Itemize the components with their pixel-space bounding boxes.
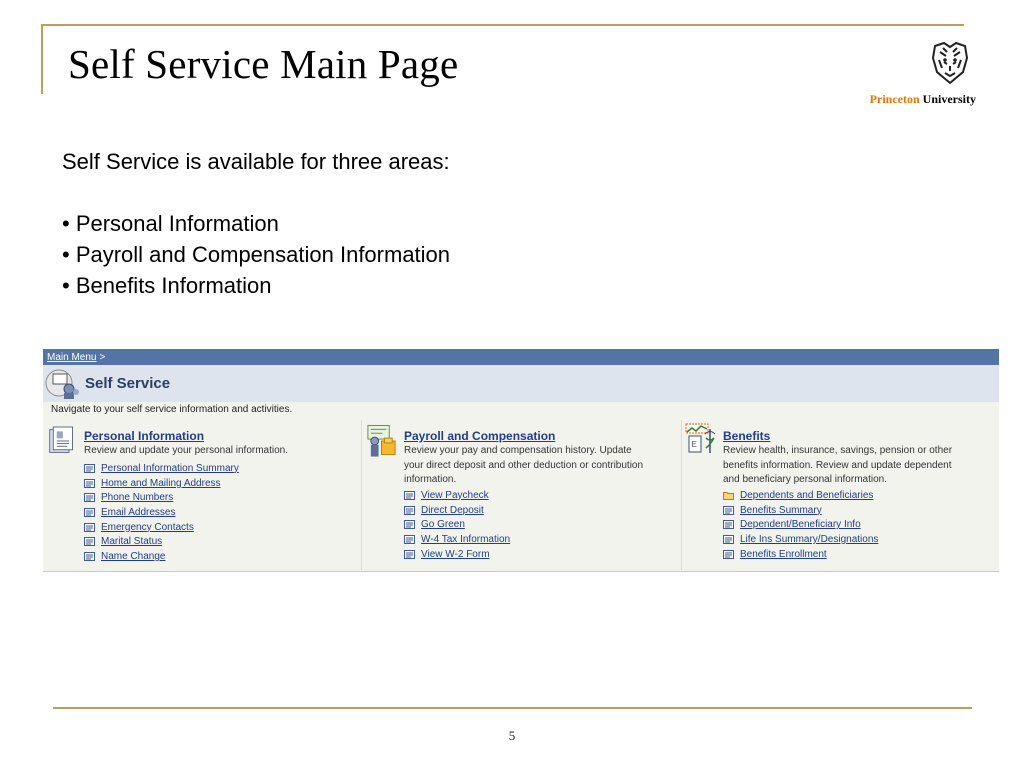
bullet-payroll: • Payroll and Compensation Information (62, 242, 451, 267)
payroll-compensation-description (404, 444, 643, 488)
folder-icon (723, 491, 734, 500)
link-emergency-contacts[interactable] (84, 520, 239, 535)
page-icon (723, 535, 734, 544)
payroll-compensation-section (362, 420, 682, 570)
description-line: your direct deposit and other deduction or contribution (404, 459, 644, 471)
logo-word-university: University (922, 92, 976, 106)
intro-gap (62, 177, 450, 208)
personal-info-icon (48, 426, 76, 456)
link-direct-deposit[interactable] (404, 503, 510, 518)
tiger-shield-icon (930, 40, 970, 86)
page-icon (404, 535, 415, 544)
link-label: Marital Status (101, 536, 163, 548)
link-marital-status[interactable] (84, 534, 239, 549)
breadcrumb (43, 349, 999, 365)
self-service-columns (43, 420, 999, 570)
page-icon (84, 552, 95, 561)
benefits-links (723, 488, 878, 561)
description-line: Review health, insurance, savings, pension or other (723, 445, 953, 456)
link-label: Benefits Summary (740, 504, 822, 516)
link-label: Life Ins Summary/Designations (740, 533, 879, 545)
page-icon (84, 464, 95, 473)
link-benefits-summary[interactable] (723, 503, 878, 518)
link-label: Name Change (101, 550, 166, 562)
link-label: Personal Information Summary (101, 462, 239, 474)
benefits-section (682, 420, 999, 570)
page-number: 5 (508, 728, 516, 743)
link-email-addresses[interactable] (84, 505, 239, 520)
page-icon (404, 491, 415, 500)
page-icon (84, 523, 95, 532)
link-label: Dependent/Beneficiary Info (740, 519, 861, 531)
link-label: Emergency Contacts (101, 521, 194, 533)
link-phone-numbers[interactable] (84, 490, 239, 505)
payroll-compensation-link[interactable]: Payroll and Compensation (404, 429, 556, 443)
bullet-benefits: • Benefits Information (62, 273, 272, 298)
link-go-green[interactable] (404, 517, 510, 532)
link-label: Phone Numbers (101, 492, 174, 504)
personal-information-link[interactable]: Personal Information (84, 429, 205, 443)
slide-left-rule (41, 24, 43, 94)
logo-wordmark (846, 92, 976, 107)
link-label: View W-2 Form (421, 548, 490, 560)
page-icon (84, 479, 95, 488)
link-label: Home and Mailing Address (101, 477, 221, 489)
link-label: Direct Deposit (421, 504, 484, 516)
benefits-description (723, 444, 952, 488)
link-label: Dependents and Beneficiaries (740, 489, 874, 501)
page-icon (404, 520, 415, 529)
logo-word-princeton: Princeton (869, 92, 920, 106)
breadcrumb-main-menu-link[interactable]: Main Menu (47, 351, 97, 363)
self-service-icon (45, 367, 81, 401)
link-label: View Paycheck (421, 489, 489, 501)
link-benefits-enrollment[interactable] (723, 547, 878, 562)
princeton-logo (846, 40, 976, 110)
description-line: benefits information. Review and update dependent (723, 459, 952, 471)
slide-top-rule (41, 24, 964, 26)
intro-line: Self Service is available for three areas: (62, 149, 450, 174)
link-label: Email Addresses (101, 506, 176, 518)
link-home-and-mailing-address[interactable] (84, 476, 239, 491)
payroll-icon (365, 423, 398, 459)
personal-information-description: Review and update your personal information. (84, 445, 289, 456)
navigate-instructions: Navigate to your self service information and activities. (51, 404, 293, 415)
page-icon (723, 506, 734, 515)
page-icon (84, 493, 95, 502)
page-icon (404, 550, 415, 559)
self-service-title: Self Service (85, 375, 171, 392)
link-view-w2-form[interactable] (404, 547, 510, 562)
link-view-paycheck[interactable] (404, 488, 510, 503)
intro-text (62, 146, 450, 301)
description-line: Review your pay and compensation history. Update (404, 445, 632, 456)
link-label: W-4 Tax Information (421, 533, 511, 545)
svg-text:E: E (691, 440, 697, 449)
description-line: and beneficiary personal information. (723, 474, 887, 485)
bullet-personal: • Personal Information (62, 211, 279, 236)
personal-information-section (43, 420, 362, 570)
link-label: Go Green (421, 519, 465, 531)
link-name-change[interactable] (84, 549, 239, 564)
payroll-compensation-links (404, 488, 510, 561)
link-label: Benefits Enrollment (740, 548, 827, 560)
link-w4-tax-information[interactable] (404, 532, 510, 547)
link-life-ins-summary-designations[interactable] (723, 532, 878, 547)
link-dependent-beneficiary-info[interactable] (723, 517, 878, 532)
page-icon (84, 508, 95, 517)
benefits-icon (685, 423, 721, 457)
breadcrumb-separator: > (99, 351, 106, 363)
page-icon (723, 520, 734, 529)
slide-bottom-rule (53, 707, 972, 709)
page-icon (404, 506, 415, 515)
benefits-link[interactable]: Benefits (723, 429, 771, 443)
self-service-header (43, 365, 999, 402)
link-dependents-and-beneficiaries[interactable] (723, 488, 878, 503)
description-line: information. (404, 474, 457, 485)
personal-information-links (84, 461, 239, 564)
link-personal-information-summary[interactable] (84, 461, 239, 476)
slide-title: Self Service Main Page (68, 41, 459, 87)
page-icon (723, 550, 734, 559)
page-icon (84, 537, 95, 546)
self-service-screenshot (43, 349, 999, 572)
